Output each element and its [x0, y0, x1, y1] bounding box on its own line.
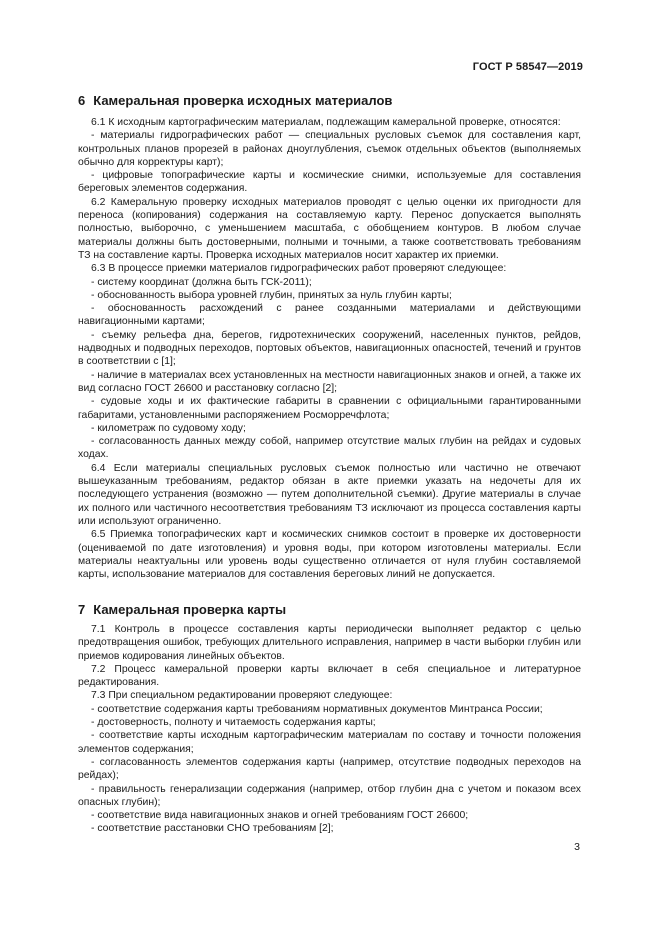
section-6-body	[78, 116, 581, 581]
list-item: - достоверность, полноту и читаемость содержания карты;	[91, 717, 376, 729]
list-item: - материалы гидрографических работ — специальных русловых съемок для составления карт, контрольных планов прорезей в районах дноуглубления, съемок отдельных объектов (выполняемых обычно для корректуры карт);	[78, 130, 581, 168]
section-7-number: 7	[78, 602, 86, 617]
list-item: - соответствие вида навигационных знаков и огней требованиям ГОСТ 26600;	[91, 810, 469, 822]
list-item: - согласованность данных между собой, например отсутствие малых глубин на рейдах и судовых ходах.	[78, 436, 581, 461]
para-6-1: 6.1 К исходным картографическим материалам, подлежащим камеральной проверке, относятся:	[91, 117, 561, 128]
para-6-2: 6.2 Камеральную проверку исходных материалов проводят с целью оценки их пригодности для переноса (копирования) содержания на составляемую карту. Перенос допускается выполнять полностью, выборочно, с уменьшением масштаба, с обобщением контуров. В любом случае материалы должны быть достоверными, полными и точными, а также соответствовать требованиям ТЗ на составление карты. Проверка исходных материалов носит характер их приемки.	[78, 196, 581, 261]
list-item: - километраж по судовому ходу;	[91, 422, 246, 434]
section-6-title: Камеральная проверка исходных материалов	[93, 93, 393, 108]
section-6-number: 6	[78, 93, 86, 108]
section-7-title: Камеральная проверка карты	[93, 602, 287, 617]
list-item: - наличие в материалах всех установленных на местности навигационных знаков и огней, а также их вид согласно ГОСТ 26600 и расстановку согласно [2];	[78, 369, 581, 394]
section-6-heading	[78, 93, 392, 108]
para-7-1: 7.1 Контроль в процессе составления карты периодически выполняет редактор с целью предотвращения ошибок, требующих длительного исправления, например в части выборки глубин или приемов кодирования линейных объектов.	[78, 624, 581, 662]
para-6-3: 6.3 В процессе приемки материалов гидрографических работ проверяют следующее:	[91, 263, 507, 275]
list-item: - соответствие содержания карты требованиям нормативных документов Минтранса России;	[91, 703, 543, 715]
list-item: - систему координат (должна быть ГСК-2011);	[91, 276, 312, 288]
para-7-2: 7.2 Процесс камеральной проверки карты включает в себя специальное и литературное редактирования.	[78, 663, 581, 689]
list-item: - обоснованность расхождений с ранее созданными материалами и действующими навигационными картами;	[78, 303, 581, 328]
list-item: - цифровые топографические карты и космические снимки, используемые для составления береговых элементов содержания.	[78, 170, 581, 195]
list-item: - обоснованность выбора уровней глубин, принятых за нуль глубин карты;	[91, 289, 452, 301]
list-item: - согласованность элементов содержания карты (например, отсутствие подводных переходов на рейдах);	[78, 756, 581, 782]
para-7-3: 7.3 При специальном редактировании проверяют следующее:	[91, 690, 393, 702]
list-item: - судовые ходы и их фактические габариты в сравнении с официальными гарантированными габаритами, установленными распоряжением Росморречфлота;	[78, 396, 581, 421]
para-6-5: 6.5 Приемка топографических карт и космических снимков состоит в проверке их достоверности (оцениваемой по дате изготовления) и уровня воды, при котором изготовлены материалы. Если материалы неактуальны или уровень воды существенно отличается от нуля глубин составляемой карты, использование материалов для составления береговых линий не допускается.	[78, 529, 581, 581]
list-item: - соответствие карты исходным картографическим материалам по составу и точности положения элементов содержания;	[78, 730, 581, 755]
page-number: 3	[574, 841, 580, 853]
para-6-4: 6.4 Если материалы специальных русловых съемок полностью или частично не отвечают вышеуказанным требованиям, редактор обязан в акте приемки указать на недочеты для их последующего устранения (возможно — путем дополнительной съемки). Другие материалы в случае их полного или частичного несоответствия требованиям ТЗ исключают из процесса составления карты или используют ограниченно.	[78, 462, 581, 527]
list-item: - соответствие расстановки СНО требованиям [2];	[91, 823, 334, 835]
section-7-heading	[78, 602, 286, 617]
doc-header-standard: ГОСТ Р 58547—2019	[472, 61, 583, 73]
list-item: - съемку рельефа дна, берегов, гидротехнических сооружений, населенных пунктов, рейдов, надводных и подводных переходов, портовых объектов, навигационных опасностей, течений и грунтов в соответствии с [1];	[78, 329, 581, 368]
section-7-body	[78, 623, 581, 836]
list-item: - правильность генерализации содержания (например, отбор глубин дна с учетом и показом всех опасных глубин);	[78, 783, 581, 808]
